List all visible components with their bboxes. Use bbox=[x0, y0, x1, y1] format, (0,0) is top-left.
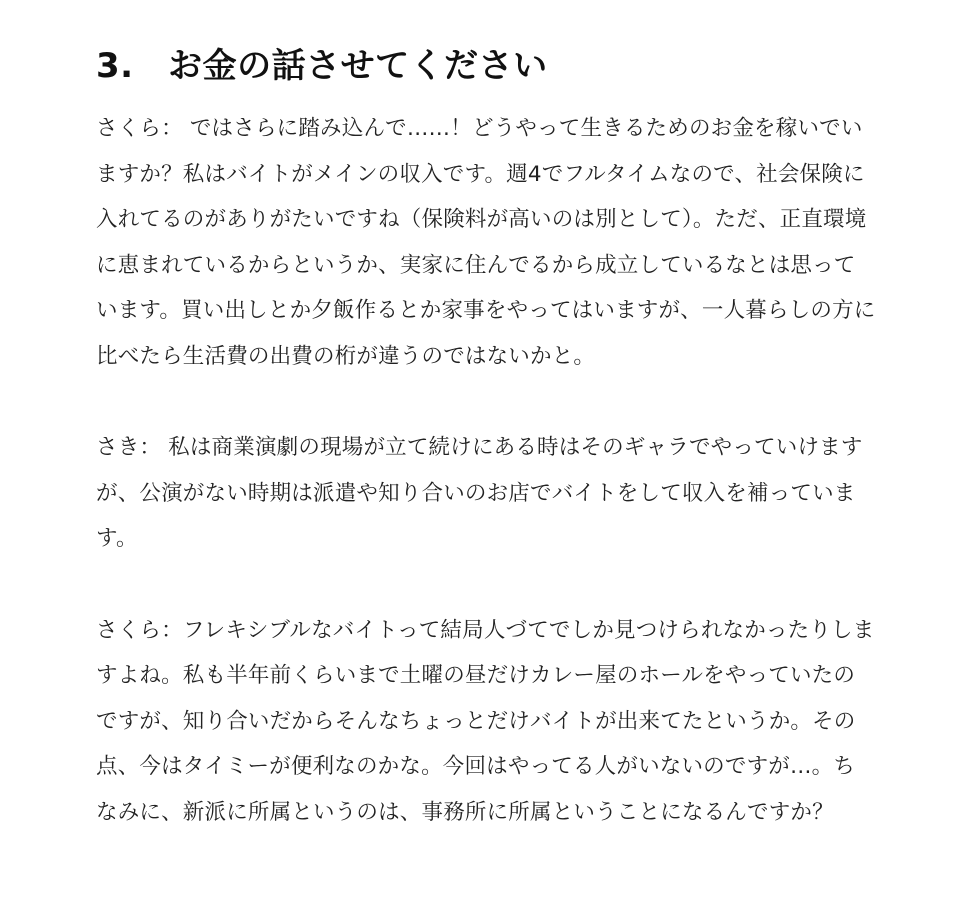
dialogue-paragraph bbox=[96, 425, 876, 562]
dialogue-text: フレキシブルなバイトって結局人づてでしか見つけられなかったりしますよね。私も半年前くらいまで土曜の昼だけカレー屋のホールをやっていたのですが、知り合いだからそんなちょっとだけバイトが出来てたというか。その点、今はタイミーが便利なのかな。今回はやってる人がいないのですが…。ちなみに、新派に所属というのは、事務所に所属ということになるんですか？ bbox=[96, 617, 875, 825]
article-body bbox=[96, 38, 876, 835]
section-heading: 3. お金の話させてください bbox=[96, 46, 548, 86]
dialogue-text: ではさらに踏み込んで……！どうやって生きるためのお金を稼いでいますか？私はバイトがメインの収入です。週4でフルタイムなので、社会保険に入れてるのがありがたいですね（保険料が高いのは別として）。ただ、正直環境に恵まれているからというか、実家に住んでるから成立しているなとは思っています。買い出しとか夕飯作るとか家事をやってはいますが、一人暮らしの方に比べたら生活費の出費の桁が違うのではないかと。 bbox=[96, 116, 876, 369]
speaker-label: さくら： bbox=[96, 617, 183, 643]
speaker-label: さくら： bbox=[96, 116, 183, 141]
speaker-label: さき： bbox=[96, 435, 162, 460]
dialogue-text: 私は商業演劇の現場が立て続けにある時はそのギャラでやっていけますが、公演がない時期は派遣や知り合いのお店でバイトをして収入を補っています。 bbox=[96, 435, 863, 551]
dialogue-paragraph bbox=[96, 106, 876, 379]
dialogue-paragraph bbox=[96, 608, 876, 836]
